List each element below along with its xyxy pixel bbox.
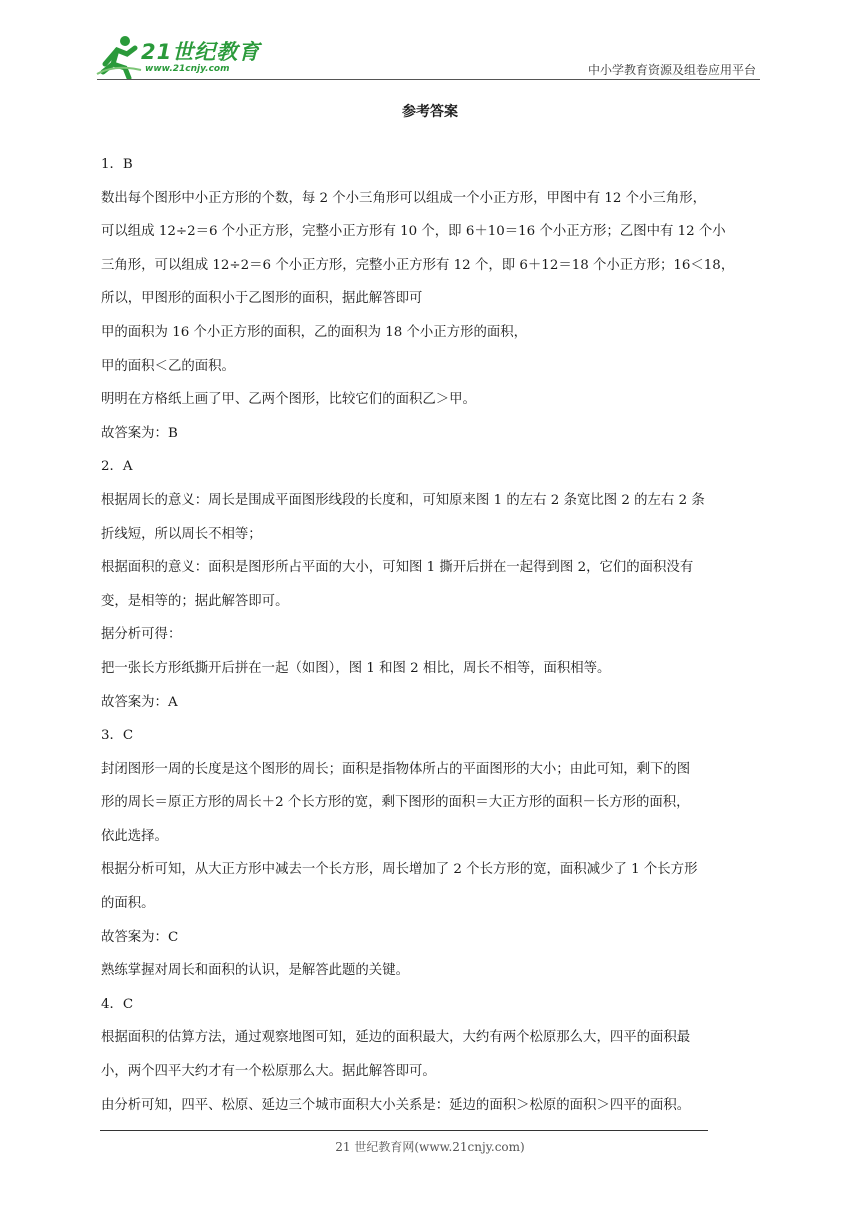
logo-url: www.21cnjy.com bbox=[145, 64, 230, 74]
answer-line: 封闭图形一周的长度是这个图形的周长；面积是指物体所占的平面图形的大小；由此可知，剩下的图 bbox=[101, 761, 691, 777]
answer-line: 三角形，可以组成 12÷2＝6 个小正方形，完整小正方形有 12 个，即 6＋12＝18 个小正方形；16＜18， bbox=[101, 257, 735, 273]
answer-line: 1．B bbox=[101, 157, 133, 172]
answer-line: 小，两个四平大约才有一个松原那么大。据此解答即可。 bbox=[101, 1064, 436, 1080]
platform-name: 中小学教育资源及组卷应用平台 bbox=[587, 63, 756, 77]
footer-text[interactable]: 21 世纪教育网(www.21cnjy.com) bbox=[335, 1140, 525, 1154]
logo-text: 21世纪教育 bbox=[141, 40, 261, 64]
answer-line: 熟练掌握对周长和面积的认识，是解答此题的关键。 bbox=[101, 963, 409, 979]
answer-line: 3．C bbox=[101, 728, 134, 744]
answer-line: 甲的面积＜乙的面积。 bbox=[101, 358, 235, 374]
answer-line: 根据分析可知，从大正方形中减去一个长方形，周长增加了 2 个长方形的宽，面积减少了 1 个长方形 bbox=[101, 862, 698, 878]
answer-line: 变，是相等的；据此解答即可。 bbox=[101, 593, 289, 609]
answer-line: 由分析可知，四平、松原、延边三个城市面积大小关系是：延边的面积＞松原的面积＞四平的面积。 bbox=[101, 1097, 691, 1113]
answer-line: 4．C bbox=[101, 996, 134, 1012]
answer-line: 可以组成 12÷2＝6 个小正方形，完整小正方形有 10 个，即 6＋10＝16 个小正方形；乙图中有 12 个小 bbox=[101, 224, 726, 240]
answer-line: 根据周长的意义：周长是围成平面图形线段的长度和，可知原来图 1 的左右 2 条宽比图 2 的左右 2 条 bbox=[101, 492, 705, 508]
page-header bbox=[0, 0, 860, 90]
answer-line: 甲的面积为 16 个小正方形的面积，乙的面积为 18 个小正方形的面积， bbox=[101, 324, 528, 340]
answer-line: 2．A bbox=[101, 459, 133, 475]
answer-line: 据分析可得： bbox=[101, 627, 182, 643]
answer-line: 把一张长方形纸撕开后拼在一起（如图），图 1 和图 2 相比，周长不相等，面积相等。 bbox=[101, 660, 611, 676]
answer-line: 数出每个图形中小正方形的个数，每 2 个小三角形可以组成一个小正方形，甲图中有 12 个小三角形， bbox=[101, 190, 706, 206]
header-divider bbox=[97, 79, 760, 80]
running-figure-icon bbox=[95, 34, 143, 80]
page-title: 参考答案 bbox=[402, 104, 458, 120]
answer-line: 明明在方格纸上画了甲、乙两个图形，比较它们的面积乙＞甲。 bbox=[101, 392, 476, 408]
answer-line: 根据面积的意义：面积是图形所占平面的大小，可知图 1 撕开后拼在一起得到图 2，它们的面积没有 bbox=[101, 560, 694, 576]
site-logo[interactable] bbox=[95, 34, 265, 80]
answer-line: 故答案为：B bbox=[101, 425, 178, 441]
answer-line: 折线短，所以周长不相等； bbox=[101, 526, 262, 542]
answer-line: 故答案为：C bbox=[101, 929, 179, 945]
answer-body bbox=[101, 148, 766, 1122]
answer-line: 形的周长＝原正方形的周长＋2 个长方形的宽，剩下图形的面积＝大正方形的面积－长方形的面积， bbox=[101, 795, 690, 811]
answer-line: 故答案为：A bbox=[101, 694, 178, 710]
footer-divider bbox=[100, 1130, 708, 1131]
answer-line: 所以，甲图形的面积小于乙图形的面积，据此解答即可 bbox=[101, 291, 423, 307]
answer-line: 的面积。 bbox=[101, 896, 155, 912]
answer-line: 根据面积的估算方法，通过观察地图可知，延边的面积最大，大约有两个松原那么大，四平的面积最 bbox=[101, 1030, 691, 1046]
answer-line: 依此选择。 bbox=[101, 828, 168, 844]
